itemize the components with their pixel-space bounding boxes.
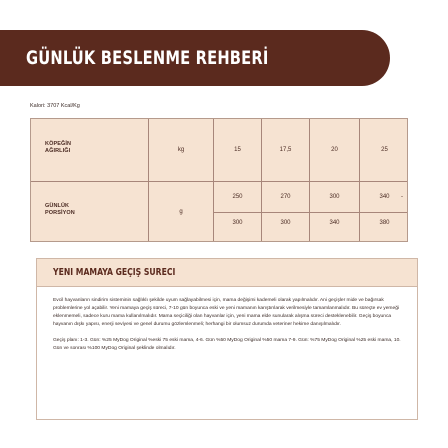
transition-paragraph: Evcil hayvanların sindirim sisteminin sağlıklı şekilde uyum sağlayabilmesi için, mama değişimi kademeli olarak yapılmalıdır. Ani geçişler mide ve bağırsak problemlerine yol açabilir. Yeni mamaya geçiş süreci, 7-10 gün boyunca eski ve yeni mamanın karıştırılarak verilmesiyle tamamlanmalıdır. Bu süreçte ev yemeği eklenmemeli, sadece kuru mama kullanılmalıdır. Mama seçiciliği olan hayvanlar için, yeni mama elde sunularak alışma süreci desteklenebilir. Geçiş boyunca hayvanın dışkı yapısı, enerji seviyesi ve genel durumu gözlemlenmeli; herhangi bir olumsuz durumda veteriner hekime danışılmalıdır.: [53, 298, 400, 327]
unit-g: g: [179, 209, 183, 215]
portion-max: 300: [280, 220, 291, 226]
transition-panel-header: [37, 259, 417, 287]
portion-min: 340: [379, 194, 390, 200]
feeding-table: [30, 118, 408, 242]
portion-min: 270: [280, 194, 291, 200]
transition-title: YENİ MAMAYA GEÇİŞ SÜRECİ: [53, 267, 176, 278]
transition-panel: [36, 258, 418, 420]
portion-max: 340: [329, 220, 340, 226]
portion-min: 250: [232, 194, 243, 200]
header-banner: [0, 30, 390, 86]
weight-value: 25: [381, 147, 388, 153]
portion-min: 300: [329, 194, 340, 200]
weight-value: 20: [331, 147, 338, 153]
calorie-info: Kalori: 3707 Kcal/Kg: [30, 103, 80, 109]
portion-max: 300: [232, 220, 243, 226]
table-divider: [148, 119, 149, 241]
weight-value: 15: [234, 147, 241, 153]
row-label-weight: KÖPEĞİN AĞIRLIĞI: [45, 141, 72, 154]
weight-value: 17,5: [279, 147, 292, 153]
range-dash: -: [401, 194, 403, 200]
row-label-portion: GÜNLÜK PORSİYON: [45, 203, 75, 216]
table-divider: [31, 181, 407, 182]
portion-max: 380: [379, 220, 390, 226]
page-title: GÜNLÜK BESLENME REHBERİ: [26, 47, 269, 69]
transition-text: [53, 297, 405, 361]
transition-plan: Geçiş planı: 1-3. Gün: %25 MyDog Original %eski 75 eski mama, 4-6. Gün %50 MyDog Original %50 mama 7-9. Gün: %75 MyDog Original %25 eski mama, 10. Gün ve sonrası %100 MyDog Original şeklinde olmalıdır.: [53, 338, 401, 351]
unit-kg: kg: [177, 147, 185, 153]
table-divider: [214, 212, 407, 213]
